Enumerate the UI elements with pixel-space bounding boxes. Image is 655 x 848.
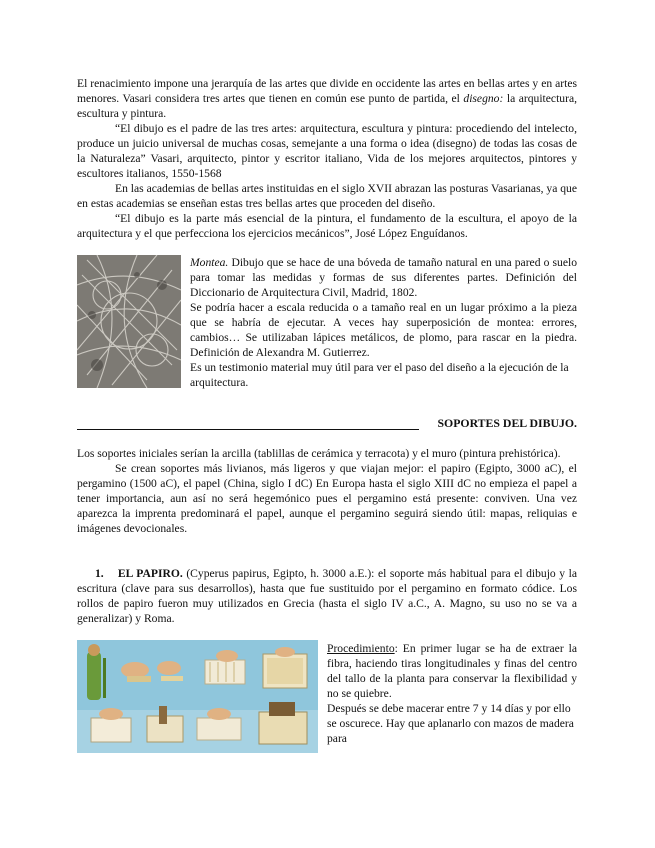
procedimiento-paragraph-2: Después se debe macerar entre 7 y 14 días y por ello se oscurece. Hay que aplanarlo con mazos de madera para (327, 702, 574, 745)
intro-text-b: la arquitectura, escultura y pintura. (77, 92, 577, 120)
intro-disegno: disegno: (463, 92, 504, 105)
procedimiento-paragraph (327, 641, 577, 701)
soportes-block (77, 446, 577, 536)
procedimiento-block (327, 641, 577, 746)
montea-paragraph-3 (190, 360, 577, 390)
vasari-quote: “El dibujo es el padre de las tres artes: arquitectura, escultura y pintura: procediendo del intelecto, produce un juicio universal de muchas cosas, semejante a una forma o idea (disegno) de todas las cosas de la Naturaleza” Vasari, arquitecto, pintor y escritor italiano, Vida de los mejores arquitectos, pintores y escultores italianos, 1550-1568 (77, 122, 577, 180)
montea-paragraph-2: Se podría hacer a escala reducida o a tamaño real en un lugar próximo a la pieza que se habría de ejecutar. A veces hay superposición de montea: errores, cambios… Se utilizaban lápices metálicos, de plomo, para rascar en la piedra. Definición de Alexandra M. Gutierrez. (190, 301, 577, 359)
montea-definition (190, 255, 577, 300)
montea-p3-text: Es un testimonio material muy útil para ver el paso del diseño a la ejecución de la (190, 361, 569, 374)
papiro-text: (Cyperus papirus, Egipto, h. 3000 a.E.): el soporte más habitual para el dibujo y la escritura (clave para sus desarrollos), hasta que fue sustituido por el pergamino en formato códice. Los rollos de papiro fueron muy utilizados en Grecia (hasta el siglo IV a.C., A. Magno, su uso no se va a generalizar) y Roma. (77, 567, 577, 625)
montea-block (190, 255, 577, 390)
section-heading (77, 416, 577, 434)
montea-p3-end: arquitectura. (190, 376, 249, 389)
intro-paragraph (77, 76, 577, 121)
intro-block (77, 76, 577, 241)
section-title: SOPORTES DEL DIBUJO. (437, 416, 577, 430)
papiro-paragraph (77, 566, 577, 626)
procedimiento-label: Procedimiento (327, 642, 395, 655)
procedimiento-text: : En primer lugar se ha de extraer la fibra, haciendo tiras longitudinales y finas del centro del tallo de la planta para conservar la flexibilidad y no se quiebre. (327, 642, 577, 700)
academias-paragraph: En las academias de bellas artes instituidas en el siglo XVII abrazan las posturas Vasarianas, ya que en estas academias se enseñan estas tres bellas artes que proceden del diseño. (77, 182, 577, 210)
papiro-title: EL PAPIRO. (117, 567, 183, 580)
soportes-paragraph-2: Se crean soportes más livianos, más ligeros y que viajan mejor: el papiro (Egipto, 3000 aC), el pergamino (1500 aC), el papel (China, siglo I dC) En Europa hasta el siglo XIII dC no empieza el papel a tener importancia, aun así no será hegemónico pues el pergamino está presente: conviven. Una vez aparezca la imprenta predominará el papel, aunque el pergamino seguirá siendo útil: mapas, reliquias e imágenes devocionales. (77, 462, 577, 535)
intro-text-a: El renacimiento impone una jerarquía de las artes que divide en occidente las artes en bellas artes y en artes menores. Vasari considera tres artes que tienen en común ese punto de partida, el (77, 77, 577, 105)
enguidanos-quote: “El dibujo es la parte más esencial de la pintura, el fundamento de la escultura, el apoyo de la arquitectura y el que perfecciona los ejercicios mecánicos”, José López Enguídanos. (77, 212, 577, 240)
papiro-block (77, 566, 577, 626)
montea-photo (77, 255, 181, 388)
montea-term: Montea. (190, 256, 229, 269)
heading-rule (77, 429, 419, 430)
papyrus-process-illustration (77, 640, 318, 753)
soportes-paragraph-1: Los soportes iniciales serían la arcilla (tablillas de cerámica y terracota) y el muro (pintura prehistórica). (77, 447, 561, 460)
montea-def-text: Dibujo que se hace de una bóveda de tamaño natural en una pared o suelo para tomar las medidas y formas de sus diferentes partes. Definición del Diccionario de Arquitectura Civil, Madrid, 1802. (190, 256, 577, 299)
papiro-number: 1. (95, 567, 104, 580)
